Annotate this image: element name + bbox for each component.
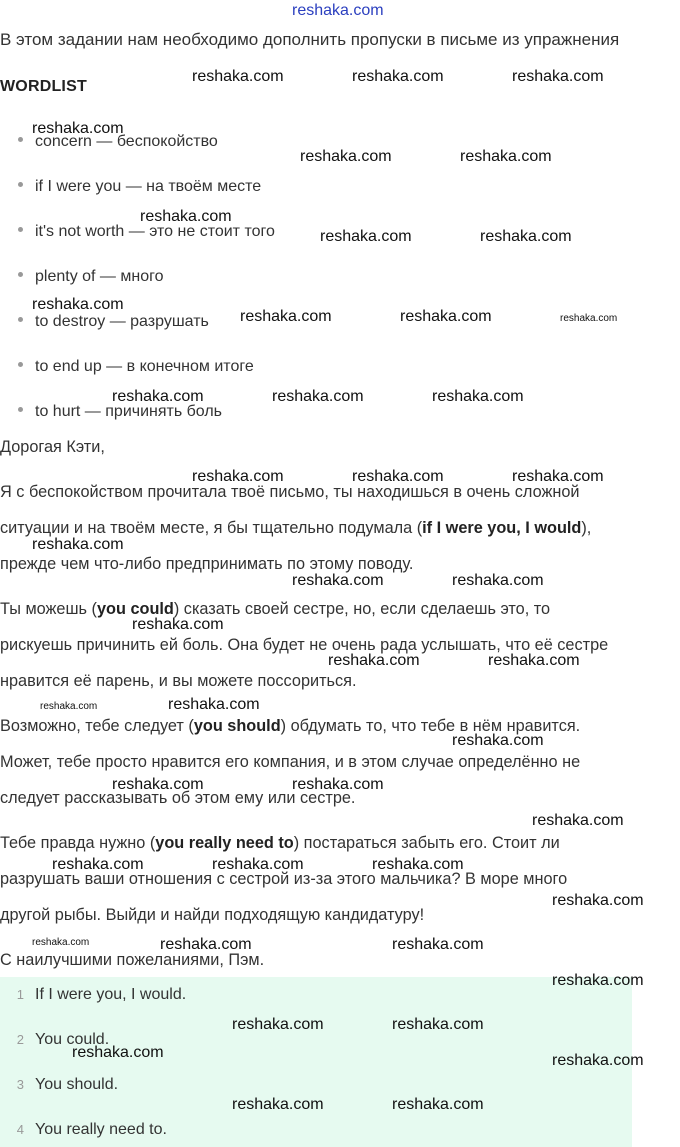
letter-line: Я с беспокойством прочитала твоё письмо, ты находишься в очень сложной [0,483,580,501]
answers-box [0,977,632,1147]
bullet-icon [18,137,23,142]
wordlist-item: concern — беспокойство [18,133,218,151]
answer-highlight: you should [193,717,281,735]
letter-line: прежде чем что-либо предпринимать по этому поводу. [0,555,414,573]
watermark: reshaka.com [240,308,332,325]
site-watermark-top: reshaka.com [292,2,384,19]
answer-highlight: if I were you, I would [422,519,582,537]
watermark: reshaka.com [112,388,204,405]
watermark: reshaka.com [32,296,124,313]
watermark: reshaka.com [460,148,552,165]
watermark: reshaka.com [232,1016,324,1033]
letter-line: Может, тебе просто нравится его компания, и в этом случае определённо не [0,753,581,771]
watermark: reshaka.com [532,812,624,829]
letter-greeting: Дорогая Кэти, [0,438,105,456]
watermark: reshaka.com [432,388,524,405]
letter-line: Возможно, тебе следует (you should) обдумать то, что тебе в нём нравится. [0,717,581,735]
letter-line: ситуации и на твоём месте, я бы тщательно подумала (if I were you, I would), [0,519,592,537]
watermark: reshaka.com [552,892,644,909]
watermark: reshaka.com [512,468,604,485]
watermark: reshaka.com [320,228,412,245]
answer-highlight: you really need to [155,834,294,852]
answer-item: 1 If I were you, I would. [16,986,187,1003]
watermark: reshaka.com [32,937,90,948]
watermark: reshaka.com [352,68,444,85]
watermark: reshaka.com [512,68,604,85]
letter-line: другой рыбы. Выйди и найди подходящую кандидатуру! [0,906,425,924]
watermark: reshaka.com [452,732,544,749]
watermark: reshaka.com [32,120,124,137]
wordlist-item: it's not worth — это не стоит того [18,223,275,241]
watermark: reshaka.com [292,572,384,589]
letter-closing: С наилучшими пожеланиями, Пэм. [0,951,265,969]
watermark: reshaka.com [452,572,544,589]
intro-text: В этом задании нам необходимо дополнить пропуски в письме из упражнения [0,30,620,49]
letter-line: Ты можешь (you could) сказать своей сестре, но, если сделаешь это, то [0,600,551,618]
watermark: reshaka.com [140,208,232,225]
watermark: reshaka.com [300,148,392,165]
answer-highlight: you could [96,600,174,618]
watermark: reshaka.com [552,972,644,989]
watermark: reshaka.com [328,652,420,669]
wordlist-item: plenty of — много [18,268,164,286]
watermark: reshaka.com [272,388,364,405]
letter-line: следует рассказывать об этом ему или сестре. [0,789,356,807]
letter-line: разрушать ваши отношения с сестрой из-за этого мальчика? В море много [0,870,568,888]
watermark: reshaka.com [52,856,144,873]
watermark: reshaka.com [160,936,252,953]
watermark: reshaka.com [32,536,124,553]
wordlist-item: if I were you — на твоём месте [18,178,261,196]
watermark: reshaka.com [112,776,204,793]
bullet-icon [18,227,23,232]
watermark: reshaka.com [400,308,492,325]
watermark: reshaka.com [72,1044,164,1061]
wordlist-item: to hurt — причинять боль [18,403,222,421]
watermark: reshaka.com [392,1016,484,1033]
watermark: reshaka.com [192,68,284,85]
answer-item: 4 You really need to. [16,1121,167,1138]
answer-item: 2 You could. [16,1031,110,1048]
watermark: reshaka.com [392,1096,484,1113]
watermark: reshaka.com [552,1052,644,1069]
watermark: reshaka.com [488,652,580,669]
letter-line: нравится её парень, и вы можете поссориться. [0,672,357,690]
watermark: reshaka.com [192,468,284,485]
watermark: reshaka.com [392,936,484,953]
watermark: reshaka.com [212,856,304,873]
watermark: reshaka.com [372,856,464,873]
watermark: reshaka.com [352,468,444,485]
answer-item: 3 You should. [16,1076,119,1093]
watermark: reshaka.com [480,228,572,245]
letter-line: рискуешь причинить ей боль. Она будет не очень рада услышать, что её сестре [0,636,609,654]
letter-line: Тебе правда нужно (you really need to) постараться забыть его. Стоит ли [0,834,560,852]
watermark: reshaka.com [232,1096,324,1113]
bullet-icon [18,272,23,277]
bullet-icon [18,407,23,412]
wordlist-item: to destroy — разрушать [18,313,209,331]
watermark: reshaka.com [168,696,260,713]
watermark: reshaka.com [292,776,384,793]
wordlist-item: to end up — в конечном итоге [18,358,254,376]
watermark: reshaka.com [132,616,224,633]
wordlist-heading: WORDLIST [0,78,87,95]
bullet-icon [18,317,23,322]
bullet-icon [18,362,23,367]
bullet-icon [18,182,23,187]
watermark: reshaka.com [40,701,98,712]
watermark: reshaka.com [560,313,618,324]
